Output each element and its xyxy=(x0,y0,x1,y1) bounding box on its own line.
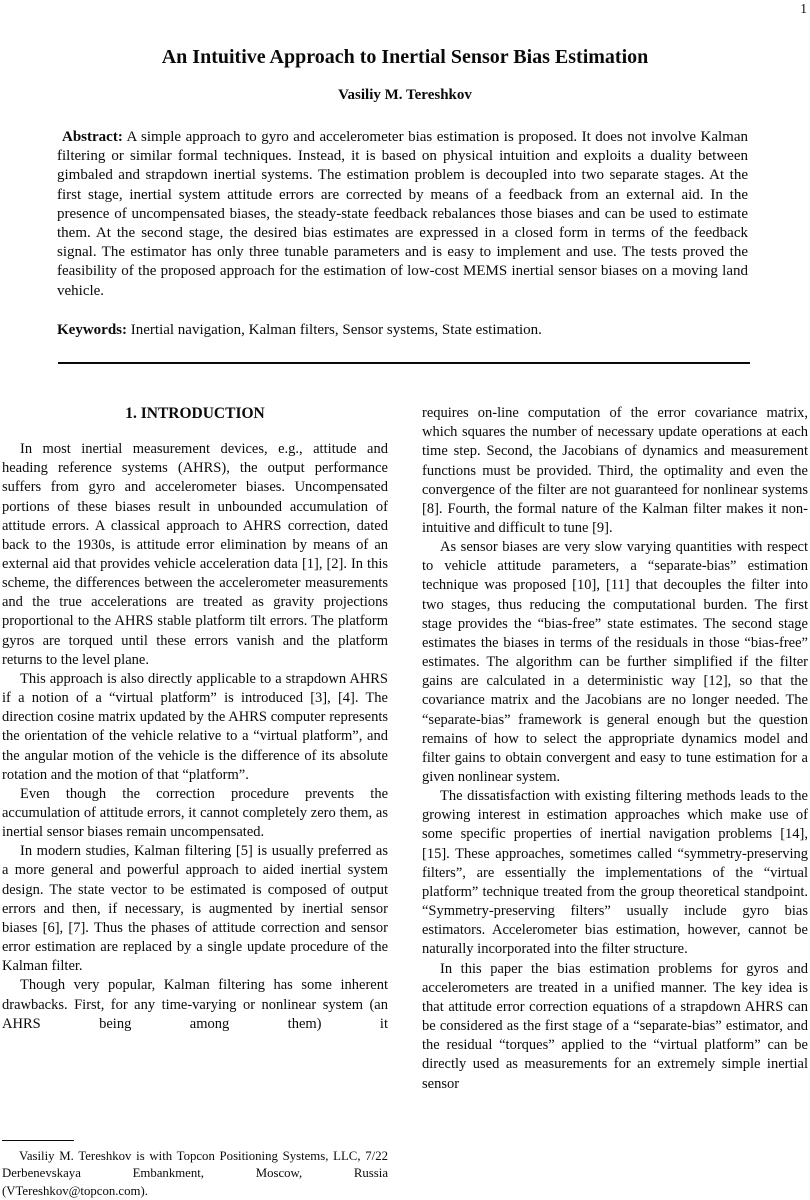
paragraph: Even though the correction procedure prevents the accumulation of attitude errors, it cannot completely zero them, as inertial sensor biases remain uncompensated. xyxy=(2,785,388,841)
keywords-label: Keywords: xyxy=(57,321,127,338)
footnote-rule xyxy=(2,1140,74,1141)
paragraph: As sensor biases are very slow varying quantities with respect to vehicle attitude parameters, a “separate-bias” estimation technique was proposed [10], [11] that decouples the filter into two stages, thus reducing the computational burden. The first stage provides the “bias-free” state estimates. The second stage estimates the biases in terms of the residuals in those “bias-free” estimates. The algorithm can be further simplified if the filter gains are calculated in a deterministic way [12], so that the covariance matrix and the Jacobians are no longer needed. The “separate-bias” framework is general enough but the question remains of how to select the appropriate dynamics model and filter gains to obtain convergent and easy to tune estimation for a given nonlinear system. xyxy=(422,539,808,785)
paragraph: In modern studies, Kalman filtering [5] is usually preferred as a more general and powerful approach to aided inertial system design. The state vector to be estimated is composed of output errors and then, if necessary, is augmented by inertial sensor biases [6], [7]. Thus the phases of attitude correction and sensor error estimation are replaced by a single update procedure of the Kalman filter. xyxy=(2,843,388,975)
separator-rule xyxy=(58,362,750,364)
paragraph: This approach is also directly applicable to a strapdown AHRS if a notion of a “virtual platform” is introduced [3], [4]. The direction cosine matrix updated by the AHRS computer represents the orientation of the vehicle relative to a “virtual platform”, and the angular motion of the vehicle is the difference of its absolute rotation and the motion of that “platform”. xyxy=(2,670,388,783)
paragraph: requires on-line computation of the error covariance matrix, which squares the number of necessary update operations at each time step. Second, the Jacobians of dynamics and measurement functions must be provided. Third, the optimality and even the convergence of the filter are not guaranteed for nonlinear systems [8]. Fourth, the formal nature of the Kalman filter makes it non-intuitive and difficult to tune [9]. xyxy=(422,405,808,536)
paragraph: In most inertial measurement devices, e.g., attitude and heading reference systems (AHRS), the output performance suffers from gyro and accelerometer biases. Uncompensated portions of these biases result in unbounded accumulation of attitude errors. A classical approach to AHRS correction, dated back to the 1930s, is attitude error elimination by means of an external aid that provides vehicle acceleration data [1], [2]. In this scheme, the differences between the accelerometer measurements and the true accelerations are treated as gravity projections proportional to the AHRS stable platform tilt errors. The platform gyros are torqued until these errors vanish and the platform returns to the level plane. xyxy=(2,441,388,668)
keywords-text: Inertial navigation, Kalman filters, Sensor systems, State estimation. xyxy=(127,321,542,338)
section-heading-introduction: 1. INTRODUCTION xyxy=(125,405,265,423)
paper-title: An Intuitive Approach to Inertial Sensor Bias Estimation xyxy=(161,46,649,68)
abstract xyxy=(57,128,748,301)
footnote-text: Vasiliy M. Tereshkov is with Topcon Positioning Systems, LLC, 7/22 Derbenevskaya Embankment, Moscow, Russia (VTereshkov@topcon.com). xyxy=(2,1149,388,1198)
keywords-line xyxy=(57,321,748,340)
paper-author: Vasiliy M. Tereshkov xyxy=(338,87,472,103)
right-column xyxy=(422,404,808,1094)
paragraph: The dissatisfaction with existing filtering methods leads to the growing interest in estimation approaches which make use of some specific properties of inertial navigation problems [14], [15]. These approaches, sometimes called “symmetry-preserving filters”, are essentially the implementations of the “virtual platform” technique treated from the group theoretical standpoint. “Symmetry-preserving filters” usually include gyro bias estimators. Accelerometer bias estimation, however, cannot be naturally incorporated into the filter structure. xyxy=(422,788,808,958)
abstract-label: Abstract: xyxy=(62,129,123,145)
left-column xyxy=(2,404,388,1094)
body-columns xyxy=(0,404,810,1094)
paragraph: In this paper the bias estimation problems for gyros and accelerometers are treated in a unified manner. The key idea is that attitude error correction equations of a strapdown AHRS can be considered as the first stage of a “separate-bias” estimator, and the residual “torques” applied to the “virtual platform” can be directly used as measurements for an extremely simple inertial sensor xyxy=(422,960,808,1092)
footnote xyxy=(2,1140,388,1200)
abstract-text: A simple approach to gyro and accelerometer bias estimation is proposed. It does not involve Kalman filtering or similar formal techniques. Instead, it is based on physical intuition and exploits a duality between gimbaled and strapdown inertial systems. The estimation problem is decoupled into two separate stages. At the first stage, inertial system attitude errors are corrected by means of a feedback from an external aid. In the presence of uncompensated biases, the steady-state feedback rebalances those biases and can be used to estimate them. At the second stage, the desired bias estimates are expressed in a closed form in terms of the feedback signal. The estimator has only three tunable parameters and is easy to implement and use. The tests proved the feasibility of the proposed approach for the estimation of low-cost MEMS inertial sensor biases on a moving land vehicle. xyxy=(57,129,748,299)
paragraph: Though very popular, Kalman filtering has some inherent drawbacks. First, for any time-varying or nonlinear system (an AHRS being among them) it xyxy=(2,977,388,1032)
page-number: 1 xyxy=(800,1,807,16)
